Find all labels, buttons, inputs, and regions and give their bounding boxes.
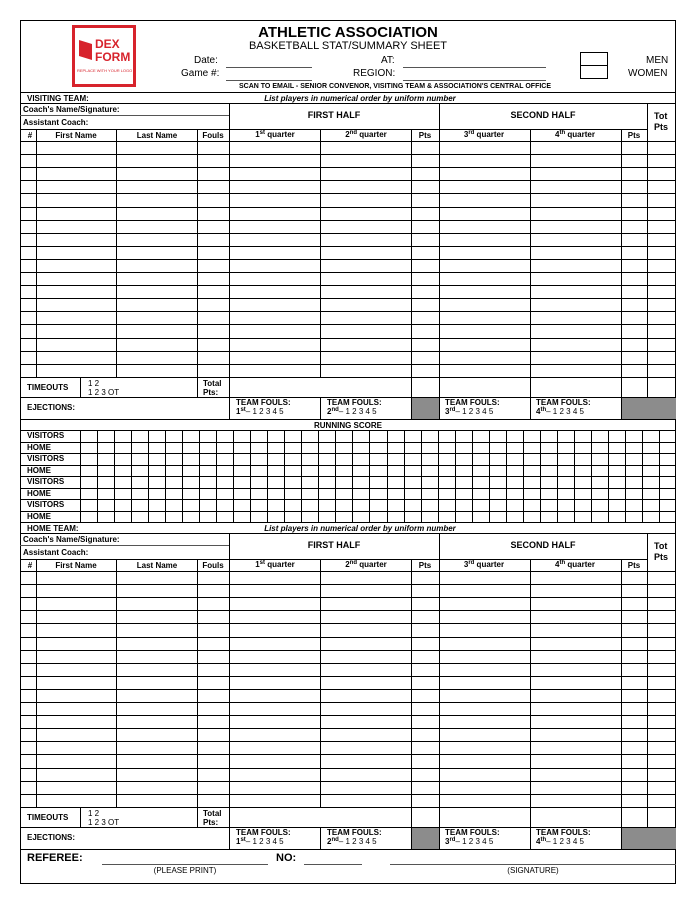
running-score-top [20,419,676,420]
visiting-column-rule [36,129,37,377]
visiting-col-q4-suffix: th [559,130,566,136]
home-team-fouls-label-2: TEAM FOULS: [327,828,382,837]
region-label: REGION: [353,68,396,79]
visiting-column-rule [439,129,440,377]
quarter-suffix: rd [449,837,456,843]
rule-line [320,397,321,419]
running-score-cell [267,430,268,522]
home-column-rule [320,559,321,807]
visiting-player-row [20,193,676,194]
visiting-timeouts-label: TIMEOUTS [27,383,69,392]
game-number-label: Game #: [181,68,220,79]
home-total-pts-label: Pts: [203,818,219,827]
home-timeouts-second-half: 1 2 3 OT [88,818,120,827]
running-score-cell [625,430,626,522]
running-score-home-label: HOME [27,489,51,498]
rule-line [411,377,412,397]
home-column-rule [439,559,440,807]
visiting-coach-field[interactable] [20,115,229,116]
fouls-count: – 1 2 3 4 5 [546,837,584,846]
home-col-q1-suffix: st [259,560,265,566]
fouls-count: – 1 2 3 4 5 [338,837,377,846]
rule-line [80,377,81,397]
running-score-cell [148,430,149,522]
visiting-player-row [20,220,676,221]
running-score-home-label: HOME [27,512,51,521]
visiting-player-row [20,311,676,312]
visiting-coach-label: Coach's Name/Signature: [23,105,120,114]
running-score-cell [114,430,115,522]
rule-line [411,827,412,849]
running-score-cell [182,430,183,522]
running-score-cell [216,430,217,522]
visiting-player-row [20,272,676,273]
running-score-cell [574,430,575,522]
rule-line [411,397,412,419]
visiting-label-rule [20,103,676,104]
home-label-rule [20,533,676,534]
quarter-suffix: st [240,837,246,843]
referee-name-field[interactable] [102,864,268,865]
visiting-second-half-label: SECOND HALF [510,110,576,120]
running-score-cell [506,430,507,522]
rule-line [621,397,622,419]
rule-line [320,827,321,849]
home-player-row [20,676,676,677]
visiting-col-q2-number: 2 [345,130,350,139]
visiting-section-top [20,92,676,93]
home-player-row [20,702,676,703]
visiting-team-fouls-label-3: TEAM FOULS: [445,398,500,407]
home-second-half-label: SECOND HALF [510,540,576,550]
running-score-cell [591,430,592,522]
running-score-visitors-label: VISITORS [27,454,65,463]
date-field[interactable] [226,67,312,68]
women-checkbox[interactable] [580,65,608,79]
visiting-team-fouls-label-1: TEAM FOULS: [236,398,291,407]
quarter-suffix: rd [449,407,456,413]
running-score-cell [369,430,370,522]
home-timeouts-label: TIMEOUTS [27,813,69,822]
running-score-row [20,465,676,466]
home-coach-label: Coach's Name/Signature: [23,535,120,544]
running-score-cell [387,430,388,522]
visiting-team-fouls-counter-2[interactable] [327,408,377,416]
running-score-cell [472,430,473,522]
at-label: AT: [381,55,395,66]
home-player-row [20,768,676,769]
home-col-num: # [27,561,33,570]
home-team-label: HOME TEAM: [27,524,79,533]
rule-line [647,807,648,827]
visiting-team-fouls-label-2: TEAM FOULS: [327,398,382,407]
running-score-row [20,488,676,489]
visiting-player-row [20,259,676,260]
home-column-rule [36,559,37,807]
home-team-fouls-counter-1[interactable] [236,838,284,846]
form-title: ATHLETIC ASSOCIATION [258,24,438,41]
visiting-column-rule [647,129,648,377]
running-score-cell [199,430,200,522]
referee-signature-field[interactable] [390,864,676,865]
fouls-count: – 1 2 3 4 5 [546,407,584,416]
fouls-count: – 1 2 3 4 5 [455,837,494,846]
date-label: Date: [194,55,218,66]
quarter-number: 2 [327,837,332,846]
rule-line [439,827,440,849]
running-score-cell [97,430,98,522]
home-column-rule [647,559,648,807]
visiting-first-half-label: FIRST HALF [307,110,361,120]
visiting-shaded-cell [622,398,676,419]
running-score-visitors-label: VISITORS [27,431,65,440]
home-col-q3-suffix: rd [468,560,475,566]
home-player-row [20,794,676,795]
running-score-cell [438,430,439,522]
quarter-suffix: nd [331,837,339,843]
running-score-title: RUNNING SCORE [313,421,382,430]
home-player-row [20,650,676,651]
home-column-rule [116,559,117,807]
home-team-fouls-label-4: TEAM FOULS: [536,828,591,837]
rule-line [647,103,648,129]
rule-line [229,827,230,849]
visiting-col-pts-second: Pts [627,131,641,140]
home-col-q3-number: 3 [463,560,469,569]
visiting-assistant-label: Assistant Coach: [23,118,89,127]
running-score-row [20,499,676,500]
home-col-q2-number: 2 [345,560,350,569]
home-col-q4-word: quarter [565,560,595,569]
rule-line [530,827,531,849]
home-player-row [20,663,676,664]
fouls-count: – 1 2 3 4 5 [455,407,494,416]
referee-section-top [20,849,676,850]
game-number-field[interactable] [226,80,312,81]
home-player-row [20,728,676,729]
rule-line [530,377,531,397]
running-score-cell [301,430,302,522]
quarter-suffix: nd [331,407,339,413]
rule-line [530,397,531,419]
running-score-cell [233,430,234,522]
visiting-col-q3-word: quarter [474,130,505,139]
visiting-ejections-label: EJECTIONS: [27,403,76,412]
home-player-row [20,689,676,690]
home-column-rule [197,559,198,807]
visiting-rows-bottom [20,377,676,378]
rule-line [229,377,230,397]
rule-line [229,533,230,559]
visiting-col-q3-suffix: rd [468,130,475,136]
home-col-pts-second: Pts [627,561,641,570]
visiting-player-row [20,351,676,352]
rule-line [621,807,622,827]
home-tot-label: Tot [654,541,668,551]
visiting-col-first-name: First Name [55,131,97,140]
visiting-column-rule [621,129,622,377]
visiting-rows-top [20,141,676,142]
visiting-player-row [20,364,676,365]
rule-line [621,827,622,849]
visiting-column-rule [320,129,321,377]
rule-line [197,807,198,827]
visiting-player-row [20,233,676,234]
running-score-cell [557,430,558,522]
visiting-player-row [20,167,676,168]
fouls-count: – 1 2 3 4 5 [338,407,377,416]
home-assistant-label: Assistant Coach: [23,548,89,557]
rule-line [439,533,440,559]
home-player-row [20,715,676,716]
visiting-col-num: # [27,131,33,140]
referee-number-label: NO: [276,852,297,864]
home-col-q2-word: quarter [357,560,387,569]
visiting-player-row [20,285,676,286]
company-logo [72,25,136,87]
home-tot-pts-label: Pts [654,552,669,562]
rule-line [647,533,648,559]
scan-note: SCAN TO EMAIL - SENIOR CONVENOR, VISITING TEAM & ASSOCIATION'S CENTRAL OFFICE [239,83,552,90]
visiting-team-fouls-counter-3[interactable] [445,408,493,416]
running-score-home-label: HOME [27,466,51,475]
rule-line [229,397,230,419]
quarter-number: 1 [236,407,241,416]
home-player-row [20,610,676,611]
running-score-cell [250,430,251,522]
running-score-cell [642,430,643,522]
rule-line [439,377,440,397]
running-score-cell [608,430,609,522]
visiting-column-rule [197,129,198,377]
visiting-team-fouls-counter-4[interactable] [536,408,584,416]
visiting-player-row [20,207,676,208]
quarter-number: 3 [445,837,450,846]
visiting-total-label: Total [203,379,222,388]
home-player-row [20,623,676,624]
rule-line [439,397,440,419]
rule-line [439,807,440,827]
visiting-tot-pts-label: Pts [654,122,669,132]
visiting-team-fouls-label-4: TEAM FOULS: [536,398,591,407]
rule-line [80,807,81,827]
visiting-col-q1-number: 1 [255,130,260,139]
visiting-player-row [20,154,676,155]
rule-line [229,807,230,827]
logo-tagline: REPLACE WITH YOUR LOGO [77,68,133,73]
home-player-row [20,637,676,638]
rule-line [229,103,230,129]
home-shaded-cell [412,828,439,849]
visiting-timeouts-first-half: 1 2 [88,379,100,388]
home-col-q3-word: quarter [474,560,505,569]
home-player-row [20,754,676,755]
home-timeouts-first-half: 1 2 [88,809,100,818]
visiting-col-q1-suffix: st [259,130,265,136]
visiting-col-q4-number: 4 [555,130,560,139]
visiting-tot-label: Tot [654,111,668,121]
home-column-rule [229,559,230,807]
rule-line [411,807,412,827]
home-col-q1-word: quarter [265,560,295,569]
home-player-row [20,597,676,598]
rule-line [439,103,440,129]
region-field[interactable] [403,80,546,81]
home-team-fouls-counter-3[interactable] [445,838,493,846]
home-column-rule [621,559,622,807]
home-player-row [20,781,676,782]
home-column-header-top [20,559,647,560]
visiting-column-rule [411,129,412,377]
running-score-cell [165,430,166,522]
home-team-fouls-counter-2[interactable] [327,838,377,846]
rule-line [647,377,648,397]
form-subtitle: BASKETBALL STAT/SUMMARY SHEET [248,40,448,52]
quarter-number: 4 [536,837,541,846]
quarter-suffix: st [240,407,246,413]
visiting-shaded-cell [412,398,439,419]
men-label: MEN [646,55,669,66]
running-score-visitors-label: VISITORS [27,477,65,486]
visiting-team-fouls-counter-1[interactable] [236,408,284,416]
running-score-rule [80,430,81,522]
home-player-row [20,741,676,742]
home-col-q2-suffix: nd [349,560,357,566]
home-shaded-cell [622,828,676,849]
home-player-row [20,584,676,585]
quarter-number: 2 [327,407,332,416]
visiting-col-q1-word: quarter [265,130,295,139]
visiting-timeouts-second-half: 1 2 3 OT [88,388,120,397]
home-rows-top [20,571,676,572]
running-score-cell [284,430,285,522]
visiting-col-fouls: Fouls [202,131,224,140]
home-coach-field[interactable] [20,545,229,546]
running-score-visitors-label: VISITORS [27,500,65,509]
home-team-fouls-label-1: TEAM FOULS: [236,828,291,837]
logo-text-form: FORM [95,50,131,64]
rule-line [530,807,531,827]
referee-label: REFEREE: [27,852,83,864]
fouls-count: – 1 2 3 4 5 [245,837,284,846]
at-field[interactable] [403,67,546,68]
home-section-top [20,522,676,523]
men-checkbox[interactable] [580,52,608,66]
women-label: WOMEN [628,68,668,79]
rule-line [621,377,622,397]
home-column-rule [411,559,412,807]
running-score-cell [352,430,353,522]
running-score-cell [131,430,132,522]
visiting-column-rule [530,129,531,377]
home-col-q4-number: 4 [555,560,560,569]
home-ejections-label: EJECTIONS: [27,833,76,842]
referee-number-field[interactable] [304,864,362,865]
visiting-column-header-top [20,129,647,130]
fouls-count: – 1 2 3 4 5 [245,407,284,416]
running-score-cell [659,430,660,522]
visiting-player-row [20,180,676,181]
home-team-fouls-counter-4[interactable] [536,838,584,846]
visiting-player-row [20,324,676,325]
signature-note: (SIGNATURE) [507,866,559,875]
home-col-q4-suffix: th [559,560,566,566]
logo-text-dex: DEX [95,37,120,51]
home-total-label: Total [203,809,222,818]
running-score-row [20,453,676,454]
visiting-col-q2-word: quarter [357,130,387,139]
visiting-col-q4-word: quarter [565,130,595,139]
running-score-cell [335,430,336,522]
quarter-number: 1 [236,837,241,846]
rule-line [197,377,198,397]
quarter-suffix: th [540,407,547,413]
home-col-q1-number: 1 [255,560,260,569]
visiting-column-rule [116,129,117,377]
running-score-home-label: HOME [27,443,51,452]
home-col-pts-first: Pts [418,561,432,570]
running-score-header-rule [20,430,676,431]
home-col-first-name: First Name [55,561,97,570]
visiting-instruction: List players in numerical order by uniform number [264,94,456,103]
visiting-player-row [20,246,676,247]
logo-mark-icon [79,40,92,60]
running-score-cell [540,430,541,522]
running-score-cell [489,430,490,522]
home-column-rule [530,559,531,807]
quarter-number: 3 [445,407,450,416]
visiting-col-pts-first: Pts [418,131,432,140]
home-rows-bottom [20,807,676,808]
visiting-player-row [20,338,676,339]
home-col-fouls: Fouls [202,561,224,570]
running-score-cell [455,430,456,522]
running-score-row [20,511,676,512]
running-score-cell [421,430,422,522]
home-team-fouls-label-3: TEAM FOULS: [445,828,500,837]
visiting-column-rule [229,129,230,377]
home-col-last-name: Last Name [136,561,178,570]
running-score-row [20,442,676,443]
home-first-half-label: FIRST HALF [307,540,361,550]
visiting-player-row [20,298,676,299]
quarter-number: 4 [536,407,541,416]
visiting-team-label: VISITING TEAM: [27,94,89,103]
visiting-col-q3-number: 3 [463,130,469,139]
visiting-col-q2-suffix: nd [349,130,357,136]
visiting-total-pts-label: Pts: [203,388,219,397]
quarter-suffix: th [540,837,547,843]
please-print-note: (PLEASE PRINT) [153,866,217,875]
running-score-cell [404,430,405,522]
visiting-col-last-name: Last Name [136,131,178,140]
home-instruction: List players in numerical order by uniform number [264,524,456,533]
running-score-cell [318,430,319,522]
running-score-row [20,476,676,477]
running-score-cell [523,430,524,522]
